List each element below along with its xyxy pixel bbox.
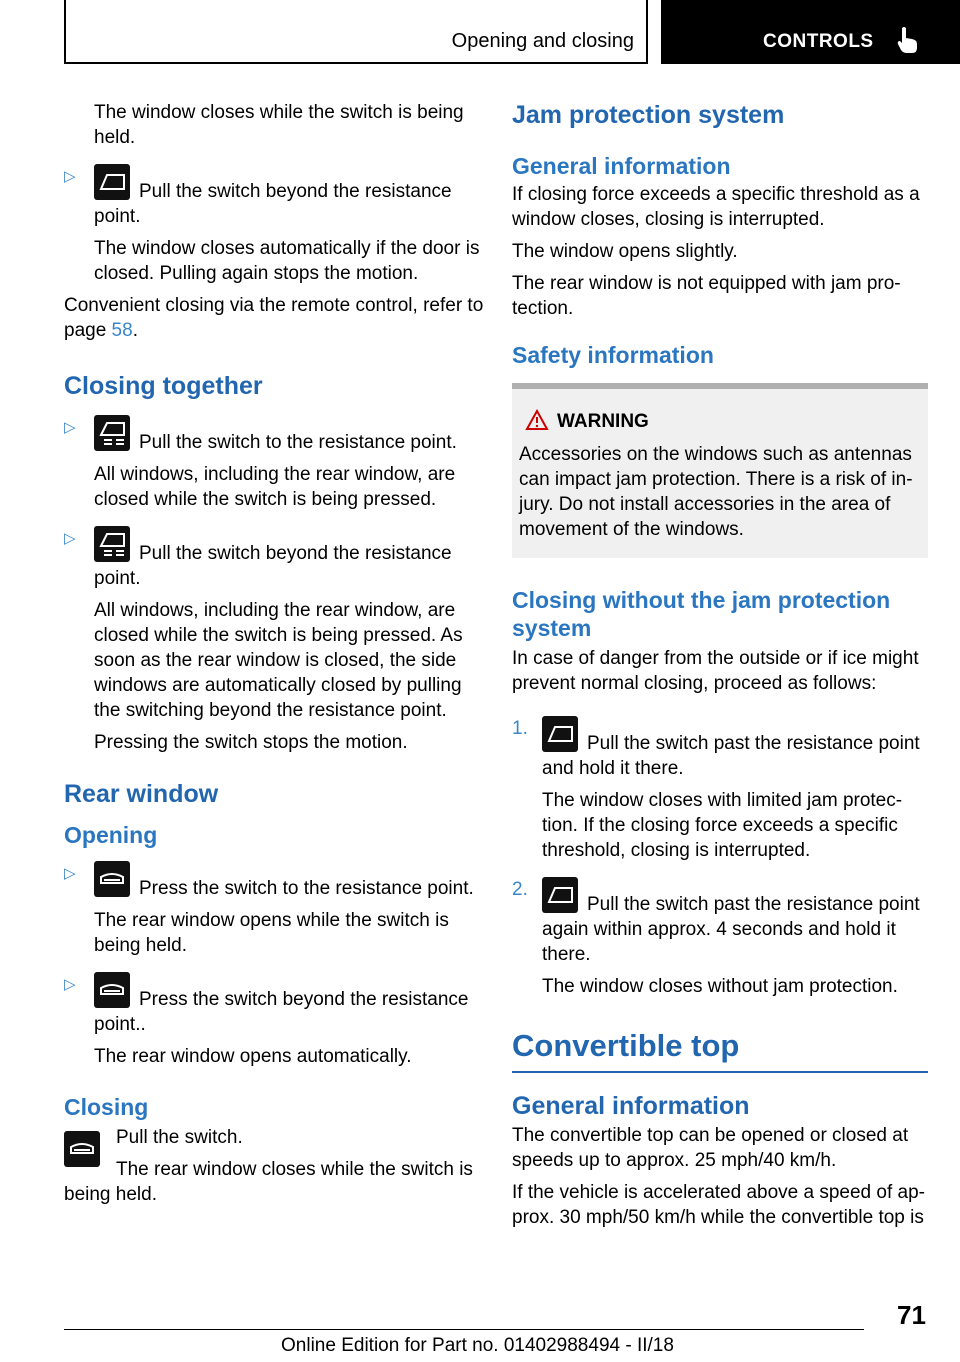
paragraph: Pull the switch. [116, 1127, 243, 1148]
heading-general-information-2: General information [512, 1092, 750, 1120]
paragraph: The rear window is not equipped with jam pro‐tection. [512, 273, 901, 319]
window-switch-icon [542, 716, 578, 752]
numbered-step [512, 877, 928, 967]
paragraph: In case of danger from the outside or if ice might prevent normal closing, proceed as follows: [512, 648, 919, 694]
heading-general-information: General information [512, 153, 731, 179]
bullet-arrow: ▷ [64, 976, 76, 993]
rear-window-switch-icon [64, 1131, 100, 1167]
heading-convertible-top: Convertible top [512, 1027, 928, 1073]
warning-box [512, 383, 928, 558]
paragraph: The window closes while the switch is being held. [94, 102, 464, 148]
all-windows-switch-icon [94, 415, 130, 451]
warning-title: WARNING [557, 411, 649, 432]
paragraph [64, 293, 484, 343]
header-chapter-title: CONTROLS [763, 31, 874, 52]
bullet-text: Press the switch to the resistance point. [139, 878, 474, 899]
right-column [512, 100, 928, 1237]
bullet-text: Press the switch beyond the resistance point.. [94, 989, 469, 1035]
bullet-arrow: ▷ [64, 419, 76, 436]
paragraph-text: . [132, 320, 138, 341]
closing-block [64, 1125, 484, 1150]
page-number: 71 [897, 1300, 926, 1330]
bullet-arrow: ▷ [64, 168, 76, 185]
bullet-arrow: ▷ [64, 530, 76, 547]
left-column [64, 100, 484, 1214]
warning-heading [519, 409, 920, 434]
numbered-step [512, 716, 928, 781]
bullet-item [64, 164, 484, 229]
bullet-item [64, 972, 484, 1037]
paragraph: If closing force exceeds a specific threshold as a window closes, closing is interrupted. [512, 184, 920, 230]
page-link[interactable]: 58 [111, 320, 133, 341]
rear-window-switch-icon [94, 972, 130, 1008]
paragraph: Pressing the switch stops the motion. [94, 732, 408, 753]
step-number: 1. [512, 718, 528, 739]
paragraph: The window closes without jam protection. [542, 976, 898, 997]
step-number: 2. [512, 879, 528, 900]
window-switch-icon [542, 877, 578, 913]
bullet-arrow: ▷ [64, 865, 76, 882]
paragraph: The convertible top can be opened or closed at speeds up to approx. 25 mph/40 km/h. [512, 1125, 909, 1171]
pointing-hand-icon [897, 26, 919, 54]
bullet-item [64, 526, 484, 591]
header-section-tab [64, 0, 648, 64]
bullet-text: Pull the switch to the resistance point. [139, 432, 457, 453]
heading-closing-without-jam: Closing without the jam protection system [512, 587, 891, 641]
paragraph: All windows, including the rear window, are closed while the switch is being pressed. [94, 464, 456, 510]
bullet-text: Pull the switch beyond the resistance point. [94, 181, 452, 227]
paragraph: All windows, including the rear window, are closed while the switch is being pressed. As soon as the rear window is closed, the side windows are automatically closed by pulling the switching beyond the resistance point. [94, 600, 463, 721]
warning-triangle-icon [525, 409, 549, 431]
bullet-item [64, 861, 484, 901]
paragraph: The window opens slightly. [512, 241, 738, 262]
step-text: Pull the switch past the resistance point again within approx. 4 seconds and hold it there. [542, 894, 920, 965]
header-section-title: Opening and closing [451, 30, 634, 52]
step-text: Pull the switch past the resistance point and hold it there. [542, 733, 920, 779]
paragraph: If the vehicle is accelerated above a speed of ap‐prox. 30 mph/50 km/h while the convertible top is [512, 1182, 925, 1228]
heading-closing: Closing [64, 1094, 149, 1120]
paragraph: The rear window opens automatically. [94, 1046, 412, 1067]
warning-text: Accessories on the windows such as antennas can impact jam protection. There is a risk of in‐jury. Do not install accessories in the area of movement of the windows. [519, 444, 913, 540]
bullet-item [64, 415, 484, 455]
window-switch-icon [94, 164, 130, 200]
rear-window-switch-icon [94, 861, 130, 897]
paragraph: The rear window opens while the switch is being held. [94, 910, 449, 956]
footer-divider [64, 1329, 864, 1330]
heading-safety-information: Safety information [512, 342, 714, 368]
heading-rear-window: Rear window [64, 780, 219, 808]
heading-opening: Opening [64, 822, 158, 848]
heading-jam-protection: Jam protection system [512, 101, 785, 129]
paragraph: The window closes with limited jam protec‐tion. If the closing force exceeds a specific threshold, closing is interrupted. [542, 790, 903, 861]
paragraph: The rear window closes while the switch is being held. [64, 1159, 473, 1205]
paragraph: The window closes automatically if the door is closed. Pulling again stops the motion. [94, 238, 480, 284]
footer-edition: Online Edition for Part no. 01402988494 - II/18 [281, 1335, 674, 1356]
heading-closing-together: Closing together [64, 372, 263, 400]
header-chapter-tab [661, 0, 960, 64]
all-windows-switch-icon [94, 526, 130, 562]
paragraph-text: Convenient closing via the remote control, refer to page [64, 295, 484, 341]
bullet-text: Pull the switch beyond the resistance point. [94, 543, 452, 589]
